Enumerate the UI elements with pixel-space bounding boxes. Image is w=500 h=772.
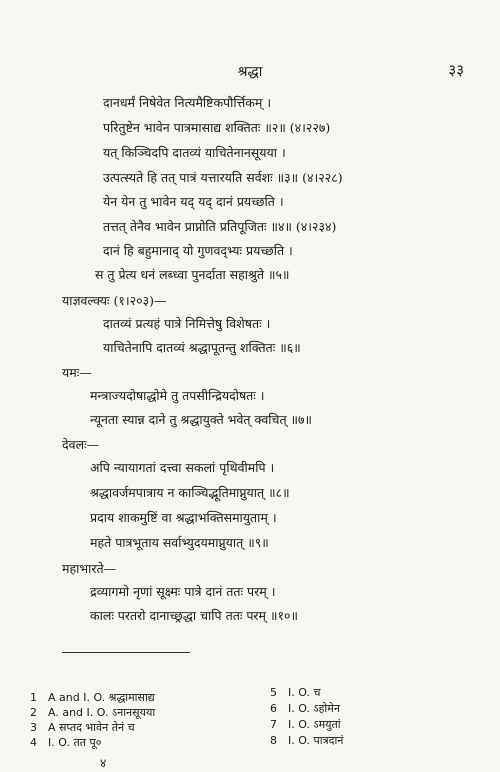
- verse-line: उत्पत्स्यते हि तत् पात्रं यत्तारयति सर्वशः ॥३॥ (४।२२८): [103, 170, 343, 185]
- verse-line: येन येन तु भावेन यद् यद् दानं प्रयच्छति ।: [103, 194, 284, 209]
- verse-line: कालः परतरो दानाच्छ्रद्धा चापि ततः परम् ॥१०॥: [90, 608, 298, 623]
- verse-line: मन्त्राज्यदोषाद्धोमे तु तपसीन्द्रियदोषतः ।: [90, 388, 265, 403]
- verse-line: श्रद्धावर्जमपात्राय न काञ्चिद्भूतिमाप्नुयात् ॥८॥: [90, 485, 290, 500]
- section-heading-devala: देवलः—: [62, 437, 100, 452]
- footnote: 7 I. O. ऽमयुतां: [270, 718, 341, 731]
- verse-line: दातव्यं प्रत्यहं पात्रे निमित्तेषु विशेषतः ।: [103, 316, 271, 331]
- verse-line: दानं हि बहुमानाद् यो गुणवद्भ्यः प्रयच्छति ।: [103, 243, 293, 258]
- footnote: 4 I. O. तत पू०: [30, 736, 102, 749]
- page-number: ३३: [448, 61, 464, 79]
- verse-line: यत् किञ्चिदपि दातव्यं याचितेनानसूयया ।: [103, 145, 286, 160]
- page-header-title: श्रद्धा: [237, 64, 263, 80]
- verse-line: अपि न्यायागतां दत्त्वा सकलां पृथिवीमपि ।: [90, 460, 275, 475]
- verse-line: महते पात्रभूताय सर्वाभ्युदयमाप्नुयात् ॥९॥: [90, 535, 269, 550]
- verse-line: स तु प्रेत्य धनं लब्ध्वा पुनर्दाता सहाश्रुते ॥५॥: [95, 267, 290, 282]
- verse-line: तत्तत् तेनैव भावेन प्राप्नोति प्रतिपूजितः ॥४॥ (४।२३४): [103, 219, 337, 234]
- verse-line: परितुष्टेन भावेन पात्रमासाद्य शक्तितः ॥२॥ (४।२२७): [103, 120, 331, 135]
- footnote-divider: [62, 652, 190, 653]
- footnote: 2 A. and I. O. ऽनानसूयया: [30, 706, 156, 719]
- verse-line: दानधर्मं निषेवेत नित्यमैष्टिकपौर्त्तिकम् ।: [103, 95, 272, 110]
- footnote: 6 I. O. ऽहोमेन: [270, 702, 340, 715]
- footnote: 1 A and I. O. श्रद्धामासाद्य: [30, 691, 155, 704]
- verse-line: प्रदाय शाकमुष्टिं वा श्रद्धाभक्तिसमायुताम् ।: [90, 510, 277, 525]
- verse-line: याचितेनापि दातव्यं श्रद्धापूतन्तु शक्तितः ॥६॥: [103, 340, 301, 355]
- section-heading-yama: यमः—: [62, 365, 92, 380]
- verse-line: द्रव्यागमो नृणां सूक्ष्मः पात्रे दानं ततः परम् ।: [90, 584, 276, 599]
- footnote: 3 A सप्तद भावेन तेनं च: [30, 721, 135, 734]
- footnote: 5 I. O. च: [270, 686, 321, 699]
- signature-mark: ४: [100, 756, 107, 770]
- footnote: 8 I. O. पात्रदानं: [270, 734, 344, 747]
- section-heading-mahabharata: महाभारते—: [62, 561, 117, 576]
- verse-line: न्यूनता स्यान्न दाने तु श्रद्धायुक्ते भवेत् क्वचित् ॥७॥: [90, 412, 313, 427]
- section-heading-yajnavalkya: याज्ञवल्क्यः (१।२०३)—: [62, 293, 167, 308]
